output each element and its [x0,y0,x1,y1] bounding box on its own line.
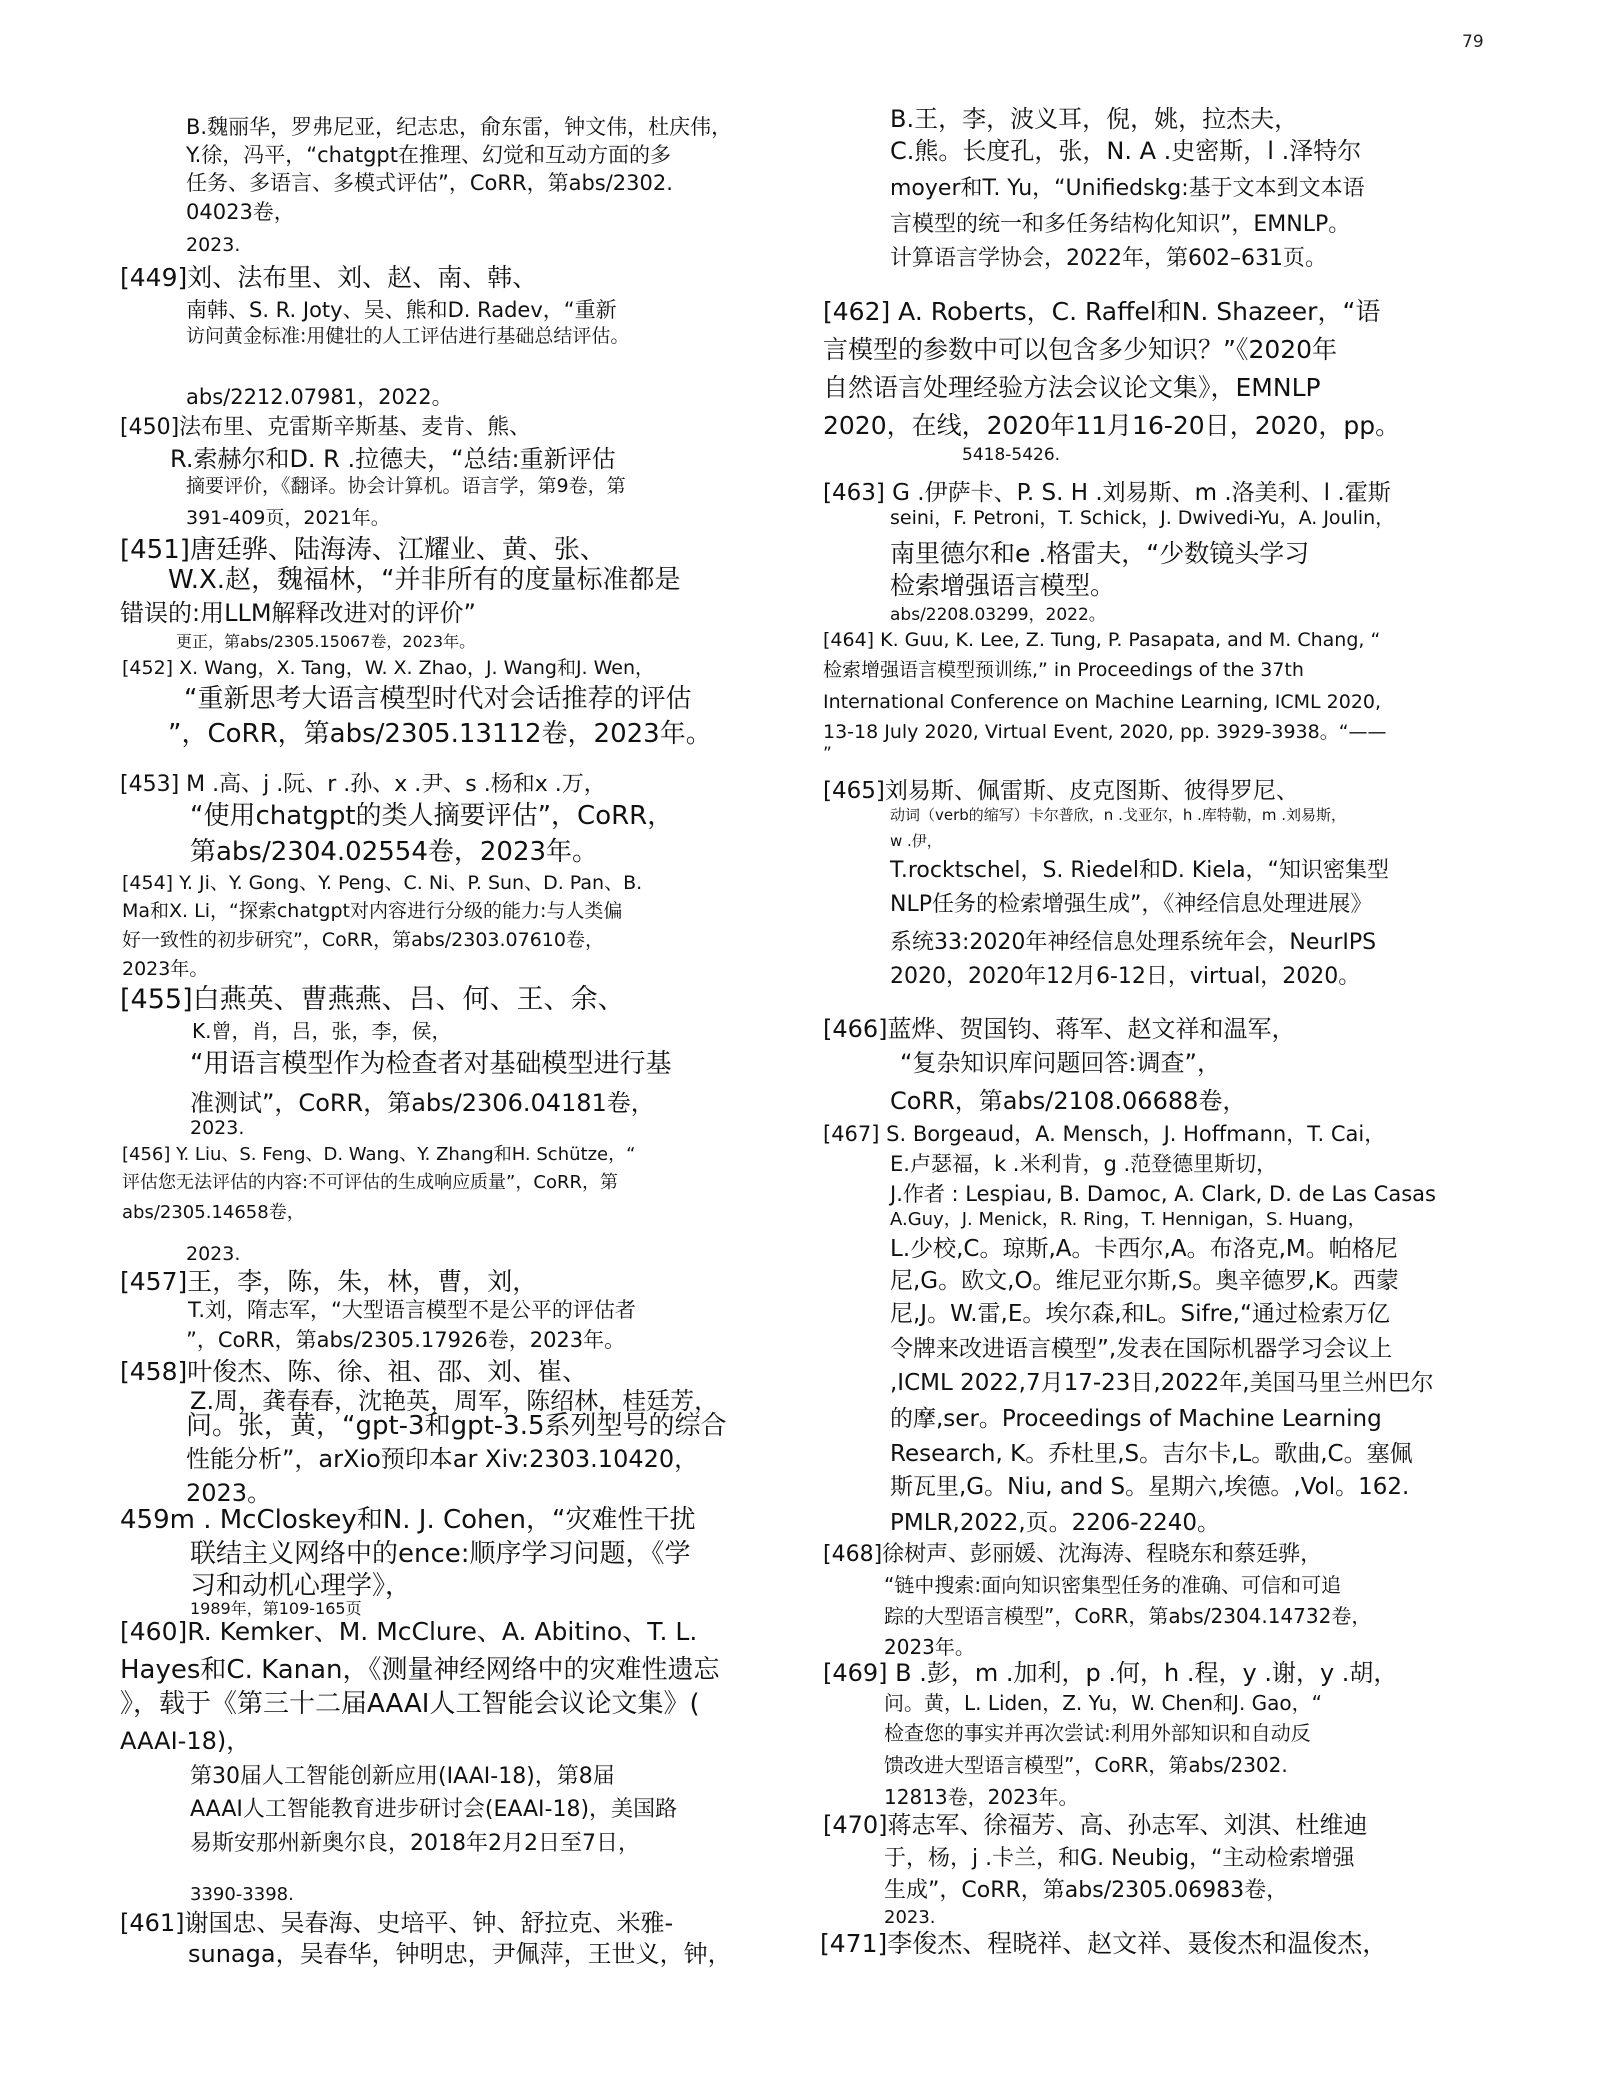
text-line: 评估您无法评估的内容:不可评估的生成响应质量”，CoRR，第 [122,1172,618,1193]
text-line: L.少校,C。琼斯,A。卡西尔,A。布洛克,M。帕格尼 [890,1236,1398,1262]
text-line: ” [823,744,832,764]
text-line: Hayes和C. Kanan，《测量神经网络中的灾难性遗忘 [120,1655,720,1685]
text-line: Z.周，龚春春，沈艳英，周军，陈绍林，桂廷芳， [190,1387,719,1415]
text-line: Y.徐，冯平，“chatgpt在推理、幻觉和互动方面的多 [186,143,671,167]
text-line: 检索增强语言模型。 [890,571,1116,600]
text-line: 391-409页，2021年。 [186,507,390,529]
text-line: 1989年，第109-165页 [190,1599,362,1618]
text-line: 令牌来改进语言模型”,发表在国际机器学习会议上 [890,1336,1393,1362]
text-line: International Conference on Machine Learning, ICML 2020, [823,691,1382,713]
text-line: E.卢瑟福，k .米利肯，g .范登德里斯切， [890,1152,1278,1176]
text-line: 的摩,ser。Proceedings of Machine Learning [890,1406,1382,1432]
text-line: 斯瓦里,G。Niu, and S。星期六,埃德。,Vol。162. [890,1474,1410,1500]
text-line: ”，CoRR，第abs/2305.13112卷，2023年。 [168,719,712,749]
text-line: “重新思考大语言模型时代对会话推荐的评估 [184,684,692,714]
text-line: 言模型的统一和多任务结构化知识”，EMNLP。 [890,212,1351,237]
text-line: 2023. [884,1907,936,1928]
text-line: [455]白燕英、曹燕燕、吕、何、王、余、 [120,984,625,1015]
text-line: moyer和T. Yu，“Unifiedskg:基于文本到文本语 [890,176,1365,201]
text-line: w .伊， [890,832,942,850]
text-line: 踪的大型语言模型”，CoRR，第abs/2304.14732卷， [884,1604,1372,1628]
text-line: “复杂知识库问题回答:调查”， [900,1049,1221,1077]
text-line: ”，CoRR，第abs/2305.17926卷，2023年。 [186,1328,626,1352]
text-line: 好一致性的初步研究”，CoRR，第abs/2303.07610卷， [122,929,604,951]
text-line: A.Guy，J. Menick，R. Ring，T. Hennigan，S. Huang， [890,1209,1366,1230]
text-line: [450]法布里、克雷斯辛斯基、麦肯、熊、 [120,415,532,440]
text-line: B.魏丽华，罗弗尼亚，纪志忠，俞东雷，钟文伟，杜庆伟， [186,115,733,139]
text-line: T.刘，隋志军，“大型语言模型不是公平的评估者 [188,1298,636,1322]
text-line: 南韩、S. R. Joty、吴、熊和D. Radev，“重新 [186,298,617,322]
text-line: K.曾，肖，吕，张，李，侯， [192,1019,452,1043]
text-line: Research, K。乔杜里,S。吉尔卡,L。歌曲,C。塞佩 [890,1441,1413,1467]
text-line: [452] X. Wang，X. Tang，W. X. Zhao，J. Wang和J. Wen， [122,657,655,679]
text-line: 04023卷， [186,200,295,224]
text-line: [458]叶俊杰、陈、徐、祖、邵、刘、崔、 [120,1357,588,1386]
text-line: 5418-5426. [962,445,1061,465]
text-line: [457]王，李，陈，朱，林，曹，刘， [120,1267,538,1296]
text-line: C.熊。长度孔，张，N. A .史密斯，l .泽特尔 [890,137,1362,165]
text-line: PMLR,2022,页。2206-2240。 [890,1510,1221,1536]
text-line: 13-18 July 2020, Virtual Event, 2020, pp. 3929-3938。“—— [823,721,1387,743]
text-line: 第abs/2304.02554卷，2023年。 [190,837,599,867]
text-line: 尼,G。欧文,O。维尼亚尔斯,S。奥辛德罗,K。西蒙 [890,1268,1399,1294]
text-line: 性能分析”，arXio预印本ar Xiv:2303.10420， [186,1445,699,1473]
text-line: 2023年。 [122,958,209,980]
text-line: W.X.赵，魏福林，“并非所有的度量标准都是 [168,565,681,595]
text-line: CoRR，第abs/2108.06688卷， [890,1087,1247,1115]
text-line: 于，杨，j .卡兰，和G. Neubig，“主动检索增强 [884,1846,1355,1871]
text-line: 》，载于《第三十二届AAAI人工智能会议论文集》( [120,1689,700,1719]
text-line: 问。黄，L. Liden，Z. Yu，W. Chen和J. Gao，“ [884,1691,1323,1715]
text-line: [449]刘、法布里、刘、赵、南、韩、 [120,263,538,292]
text-line: [462] A. Roberts，C. Raffel和N. Shazeer，“语 [823,297,1381,326]
page-number: 79 [1462,32,1484,52]
text-line: 访问黄金标准:用健壮的人工评估进行基础总结评估。 [186,325,630,347]
text-line: abs/2208.03299，2022。 [890,605,1106,625]
text-line: NLP任务的检索增强生成”，《神经信息处理进展》 [890,892,1373,917]
text-line: 2023。 [186,1479,272,1507]
text-line: 准测试”，CoRR，第abs/2306.04181卷， [190,1089,655,1117]
text-line: [463] G .伊萨卡、P. S. H .刘易斯、m .洛美利、l .霍斯 [823,480,1391,506]
text-line: 习和动机心理学》， [190,1571,412,1601]
text-line: [467] S. Borgeaud，A. Mensch，J. Hoffmann，T. Cai， [823,1122,1386,1146]
text-line: [453] M .高、j .阮、r .孙、x .尹、s .杨和x .万， [120,772,606,797]
text-line: [468]徐树声、彭丽媛、沈海涛、程晓东和蔡廷骅， [823,1542,1323,1567]
text-line: AAAI人工智能教育进步研讨会(EAAI-18)，美国路 [190,1797,678,1822]
text-line: 2020，2020年12月6-12日，virtual，2020。 [890,964,1361,989]
text-line: 馈改进大型语言模型”，CoRR，第abs/2302. [884,1753,1288,1777]
text-line: 尼,J。W.雷,E。埃尔森,和L。Sifre,“通过检索万亿 [890,1301,1390,1327]
text-line: 检索增强语言模型预训练,” in Proceedings of the 37th [823,659,1304,681]
text-line: 2023. [186,1243,241,1265]
text-line: 易斯安那州新奥尔良，2018年2月2日至7日， [190,1831,640,1856]
text-line: 动词（verb的缩写）卡尔普欣，n .戈亚尔，h .库特勒，m .刘易斯， [890,806,1347,824]
text-line: B.王，李，波义耳，倪，姚，拉杰夫， [890,105,1299,133]
text-line: abs/2305.14658卷， [122,1202,305,1223]
text-line: 摘要评价，《翻译。协会计算机。语言学，第9卷，第 [186,475,626,497]
text-line: [471]李俊杰、程晓祥、赵文祥、聂俊杰和温俊杰， [820,1929,1388,1958]
text-line: J.作者 : Lespiau, B. Damoc, A. Clark, D. de Las Casas [890,1182,1436,1206]
text-line: 计算语言学协会，2022年，第602–631页。 [890,246,1327,271]
text-line: 联结主义网络中的ence:顺序学习问题，《学 [190,1539,691,1569]
text-line: 任务、多语言、多模式评估”，CoRR，第abs/2302. [186,171,673,195]
text-line: 第30届人工智能创新应用(IAAI-18)，第8届 [190,1764,615,1789]
text-line: [465]刘易斯、佩雷斯、皮克图斯、彼得罗尼、 [823,778,1299,804]
text-line: [466]蓝烨、贺国钧、蒋军、赵文祥和温军， [823,1015,1296,1043]
text-line: 3390-3398. [190,1884,294,1905]
text-line: 南里德尔和e .格雷夫，“少数镜头学习 [890,539,1310,568]
text-line: 系统33:2020年神经信息处理系统年会，NeurIPS [890,930,1377,955]
text-line: [460]R. Kemker、M. McClure、A. Abitino、T. L. [120,1617,698,1646]
text-line: 自然语言处理经验方法会议论文集》，EMNLP [823,373,1321,402]
text-line: “用语言模型作为检查者对基础模型进行基 [190,1049,672,1079]
text-line: [461]谢国忠、吴春海、史培平、钟、舒拉克、米雅- [120,1909,674,1937]
text-line: [469] B .彭，m .加利，p .何，h .程，y .谢，y .胡， [823,1659,1398,1687]
text-line: 2023. [190,1117,245,1139]
text-line: seini，F. Petroni，T. Schick，J. Dwivedi-Yu，A. Joulin， [890,507,1395,529]
text-line: [470]蒋志军、徐福芳、高、孙志军、刘淇、杜维迪 [823,1811,1368,1839]
text-line: “使用chatgpt的类人摘要评估”，CoRR， [190,801,674,831]
text-line: 2023年。 [884,1635,975,1659]
text-line: T.rocktschel，S. Riedel和D. Kiela，“知识密集型 [890,858,1389,883]
text-line: 检查您的事实并再次尝试:利用外部知识和自动反 [884,1721,1311,1745]
text-line: “链中搜索:面向知识密集型任务的准确、可信和可追 [884,1573,1342,1597]
text-line: [464] K. Guu, K. Lee, Z. Tung, P. Pasapata, and M. Chang, “ [823,629,1381,651]
text-line: [456] Y. Liu、S. Feng、D. Wang、Y. Zhang和H. Schütze，“ [122,1144,636,1165]
text-line: AAAI-18)， [120,1727,251,1755]
text-line: R.索赫尔和D. R .拉德夫，“总结:重新评估 [170,445,616,473]
text-line: 生成”，CoRR，第abs/2305.06983卷， [884,1878,1289,1903]
text-line: [451]唐廷骅、陆海涛、江耀业、黄、张、 [120,535,606,565]
text-line: 言模型的参数中可以包含多少知识？”《2020年 [823,335,1338,364]
text-line: 更正，第abs/2305.15067卷，2023年。 [176,632,476,651]
text-line: 问。张，黄，“gpt-3和gpt-3.5系列型号的综合 [186,1411,727,1441]
text-line: abs/2212.07981，2022。 [186,385,453,409]
text-line: 12813卷，2023年。 [884,1785,1079,1809]
text-line: ,ICML 2022,7月17-23日,2022年,美国马里兰州巴尔 [890,1370,1434,1396]
text-line: 错误的:用LLM解释改进对的评价” [120,599,476,627]
text-line: 2020，在线，2020年11月16-20日，2020，pp。 [823,411,1401,440]
text-line: 459m . McCloskey和N. J. Cohen，“灾难性干扰 [120,1505,696,1535]
text-line: [454] Y. Ji、Y. Gong、Y. Peng、C. Ni、P. Sun、D. Pan、B. [122,872,643,894]
text-line: Ma和X. Li，“探索chatgpt对内容进行分级的能力:与人类偏 [122,900,623,922]
text-line: sunaga，吴春华，钟明忠，尹佩萍，王世义，钟， [188,1940,732,1968]
text-line: 2023. [186,234,241,256]
